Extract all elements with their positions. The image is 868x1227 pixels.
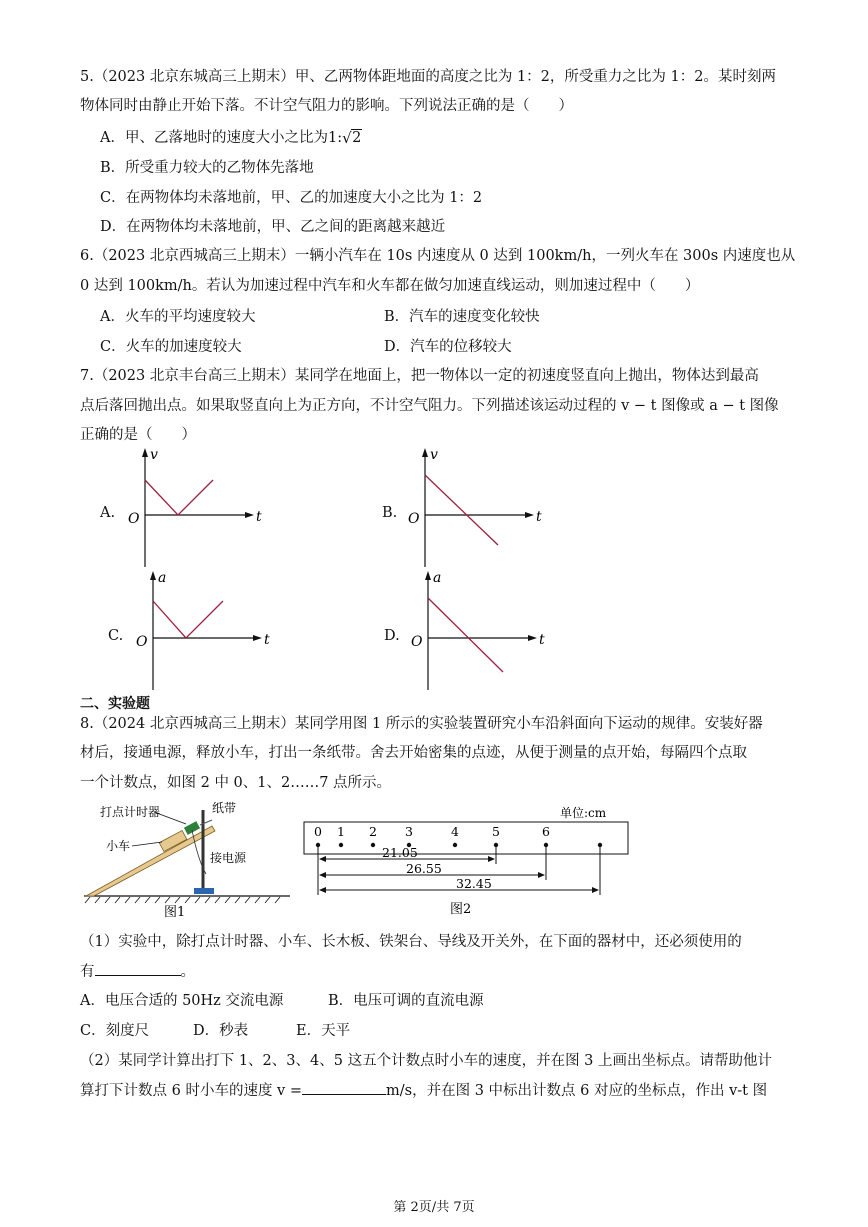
graph-a-x-label: t	[256, 509, 262, 525]
q8-part1-line1: （1）实验中，除打点计时器、小车、长木板、铁架台、导线及开关外，在下面的器材中，还必须使用的	[80, 934, 742, 950]
tape-point-label-0: 0	[314, 824, 322, 839]
graph-c-y-arrow	[150, 571, 156, 580]
figure-2-caption: 图2	[450, 902, 472, 917]
graph-b-x-label: t	[536, 509, 542, 525]
answer-blank-2[interactable]	[302, 1080, 386, 1095]
q5-option-a	[100, 128, 362, 148]
ground-hatching	[85, 897, 280, 903]
q5-option-b: B．所受重力较大的乙物体先落地	[100, 160, 314, 176]
q5-option-a-radicand: 2	[352, 130, 362, 146]
q8-stem-line1: 8.（2024 北京西城高三上期末）某同学用图 1 所示的实验装置研究小车沿斜面向下运动的规律。安装好器	[80, 716, 763, 732]
q7-stem-line3: 正确的是（ ）	[80, 427, 196, 443]
q5-stem-line1: 5.（2023 北京东城高三上期末）甲、乙两物体距地面的高度之比为 1：2，所受重力之比为 1：2。某时刻两	[80, 69, 776, 85]
graph-a	[120, 445, 270, 570]
q5-option-d: D．在两物体均未落地前，甲、乙之间的距离越来越近	[100, 219, 446, 235]
q8-part1-option-e: E．天平	[296, 1023, 351, 1039]
tape-point-label-3: 3	[405, 824, 413, 839]
tape-point-1	[339, 843, 343, 847]
section-heading: 二、实验题	[80, 696, 150, 712]
graph-c-x-label: t	[264, 632, 270, 648]
graph-a-label: A.	[100, 505, 116, 521]
cart-label: 小车	[106, 839, 131, 853]
distance-label-3: 32.45	[456, 876, 492, 891]
power-label: 接电源	[210, 851, 247, 865]
graph-a-y-label: v	[150, 447, 158, 463]
answer-blank-1[interactable]	[95, 961, 181, 976]
timer-device	[184, 821, 200, 835]
graph-b-y-label: v	[430, 447, 438, 463]
graph-d-x-label: t	[539, 632, 545, 648]
graph-c-line	[153, 601, 223, 638]
unit-label: 单位:cm	[560, 806, 607, 820]
q5-option-a-ratio: 1:	[327, 130, 343, 146]
timer-label: 打点计时器	[100, 805, 161, 819]
q6-option-c: C．火车的加速度较大	[100, 339, 242, 355]
q8-part1-option-c: C．刻度尺	[80, 1023, 150, 1039]
tape-point-label-2: 2	[369, 824, 377, 839]
stand-base	[194, 888, 214, 894]
incline-board	[86, 826, 215, 896]
q6-option-a: A．火车的平均速度较大	[100, 309, 256, 325]
q8-stem-line2: 材后，接通电源，释放小车，打出一条纸带。舍去开始密集的点迹，从便于测量的点开始，每隔四个点取	[80, 745, 747, 761]
graph-b-y-arrow	[422, 448, 428, 457]
graph-d-y-arrow	[425, 571, 431, 580]
figure-2-tape	[298, 800, 634, 920]
graph-a-x-arrow	[245, 512, 254, 518]
distance-label-2: 26.55	[406, 861, 442, 876]
q5-option-c: C．在两物体均未落地前，甲、乙的加速度大小之比为 1：2	[100, 190, 483, 206]
q8-part2-line2	[80, 1080, 767, 1101]
distance-label-1: 21.05	[382, 845, 418, 860]
tape-strip	[304, 822, 628, 854]
graph-d-origin: O	[411, 634, 423, 650]
q8-part1-option-a: A．电压合适的 50Hz 交流电源	[80, 993, 284, 1009]
tape-point-4	[453, 843, 457, 847]
q8-part2-unit: m/s，并在图 3 中标出计数点 6 对应的坐标点，作出 v-t 图	[386, 1083, 768, 1099]
graph-c-x-arrow	[253, 635, 262, 641]
q6-stem-line1: 6.（2023 北京西城高三上期末）一辆小汽车在 10s 内速度从 0 达到 100km/h，一列火车在 300s 内速度也从	[80, 248, 796, 264]
graph-d	[403, 568, 553, 693]
tape-point-2	[371, 843, 375, 847]
q5-option-a-text: A．甲、乙落地时的速度大小之比为	[100, 130, 328, 146]
q7-stem-line1: 7.（2023 北京丰台高三上期末）某同学在地面上，把一物体以一定的初速度竖直向上抛出，物体达到最高	[80, 368, 759, 384]
figure-1-apparatus	[82, 800, 292, 920]
sqrt-symbol: √ 2	[342, 129, 362, 147]
q6-option-d: D．汽车的位移较大	[384, 339, 512, 355]
graph-a-y-arrow	[142, 448, 148, 457]
tape-point-label-1: 1	[337, 824, 345, 839]
graph-b	[400, 445, 550, 570]
graph-b-label: B.	[382, 505, 398, 521]
q7-stem-line2: 点后落回抛出点。如果取竖直向上为正方向，不计空气阻力。下列描述该运动过程的 v − t 图像或 a − t 图像	[80, 398, 779, 414]
graph-d-x-arrow	[528, 635, 537, 641]
graph-d-y-label: a	[433, 570, 442, 586]
q8-part1-option-d: D．秒表	[193, 1023, 249, 1039]
q8-part1-option-b: B．电压可调的直流电源	[328, 993, 484, 1009]
graph-c-label: C.	[108, 628, 124, 644]
page-footer: 第 2页/共 7页	[393, 1200, 475, 1215]
graph-a-origin: O	[128, 511, 140, 527]
q8-part1-line2	[80, 961, 195, 982]
figure-1-caption: 图1	[164, 905, 186, 920]
graph-b-origin: O	[408, 511, 420, 527]
q6-stem-line2: 0 达到 100km/h。若认为加速过程中汽车和火车都在做匀加速直线运动，则加速过程中（ ）	[80, 278, 700, 294]
q8-part1-suffix: 。	[180, 964, 195, 980]
q8-stem-line3: 一个计数点，如图 2 中 0、1、2……7 点所示。	[80, 775, 392, 791]
tape-point-label-6: 6	[542, 824, 550, 839]
q8-part1-prefix: 有	[80, 964, 95, 980]
cart-label-leader	[132, 842, 162, 846]
tape-label: 纸带	[212, 801, 237, 815]
tape-point-label-5: 5	[492, 824, 500, 839]
q8-part2-line1: （2）某同学计算出打下 1、2、3、4、5 这五个计数点时小车的速度，并在图 3 上画出坐标点。请帮助他计	[80, 1053, 773, 1069]
graph-c	[128, 568, 278, 693]
q8-part2-prefix: 算打下计数点 6 时小车的速度 v =	[80, 1083, 303, 1099]
graph-d-label: D.	[384, 628, 400, 644]
graph-c-y-label: a	[158, 570, 167, 586]
graph-d-line	[428, 598, 503, 672]
graph-b-line	[425, 475, 498, 545]
q6-option-b: B．汽车的速度变化较快	[384, 309, 540, 325]
graph-b-x-arrow	[525, 512, 534, 518]
tape-point-label-4: 4	[451, 824, 459, 839]
graph-a-line	[145, 480, 213, 515]
graph-c-origin: O	[136, 634, 148, 650]
q5-stem-line2: 物体同时由静止开始下落。不计空气阻力的影响。下列说法正确的是（ ）	[80, 98, 573, 114]
